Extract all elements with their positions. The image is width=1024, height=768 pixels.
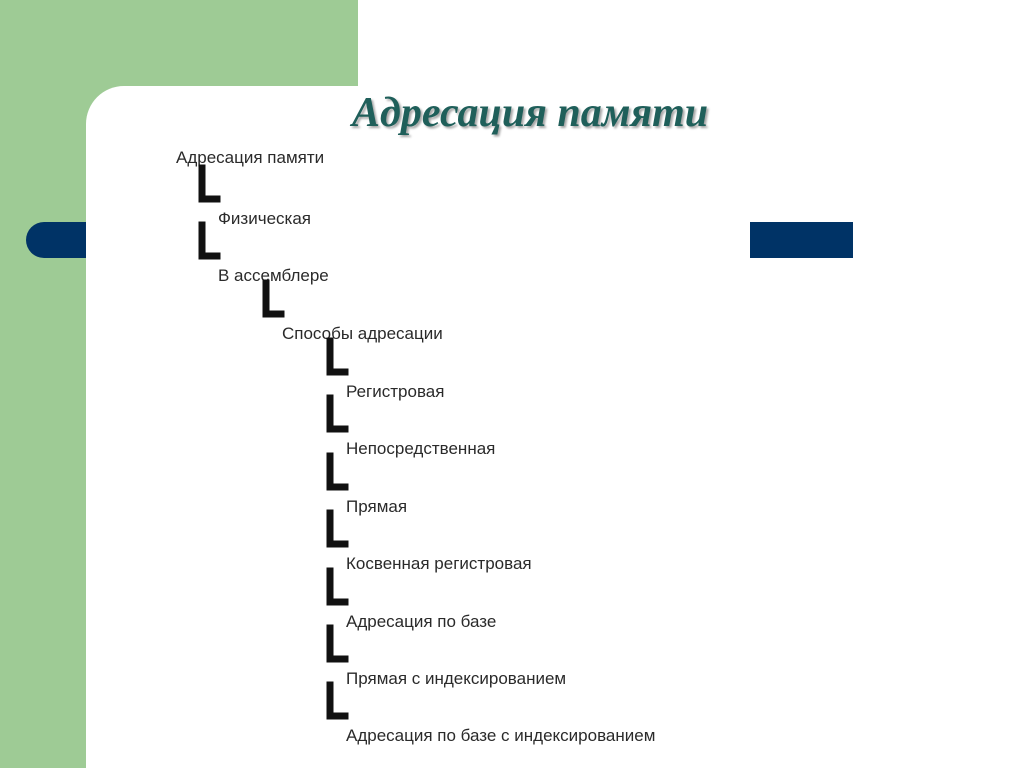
tree-root-label: Адресация памяти: [176, 148, 325, 167]
tree-node-label: Непосредственная: [346, 439, 496, 458]
tree-node-label: Физическая: [218, 209, 311, 228]
tree-node-label: Адресация по базе: [346, 612, 497, 631]
decor-bar-right: [737, 222, 853, 258]
tree-node-label: Косвенная регистровая: [346, 554, 532, 573]
slide-title: Адресация памяти: [352, 90, 709, 136]
addressing-tree: [170, 142, 750, 745]
tree-node-label: В ассемблере: [218, 266, 329, 285]
tree-node-label: Прямая: [346, 497, 408, 516]
tree-node-label: Регистровая: [346, 382, 445, 401]
tree-node-label: Прямая с индексированием: [346, 669, 567, 688]
tree-node-label: Адресация по базе с индексированием: [346, 726, 656, 745]
tree-node-label: Способы адресации: [282, 324, 443, 343]
